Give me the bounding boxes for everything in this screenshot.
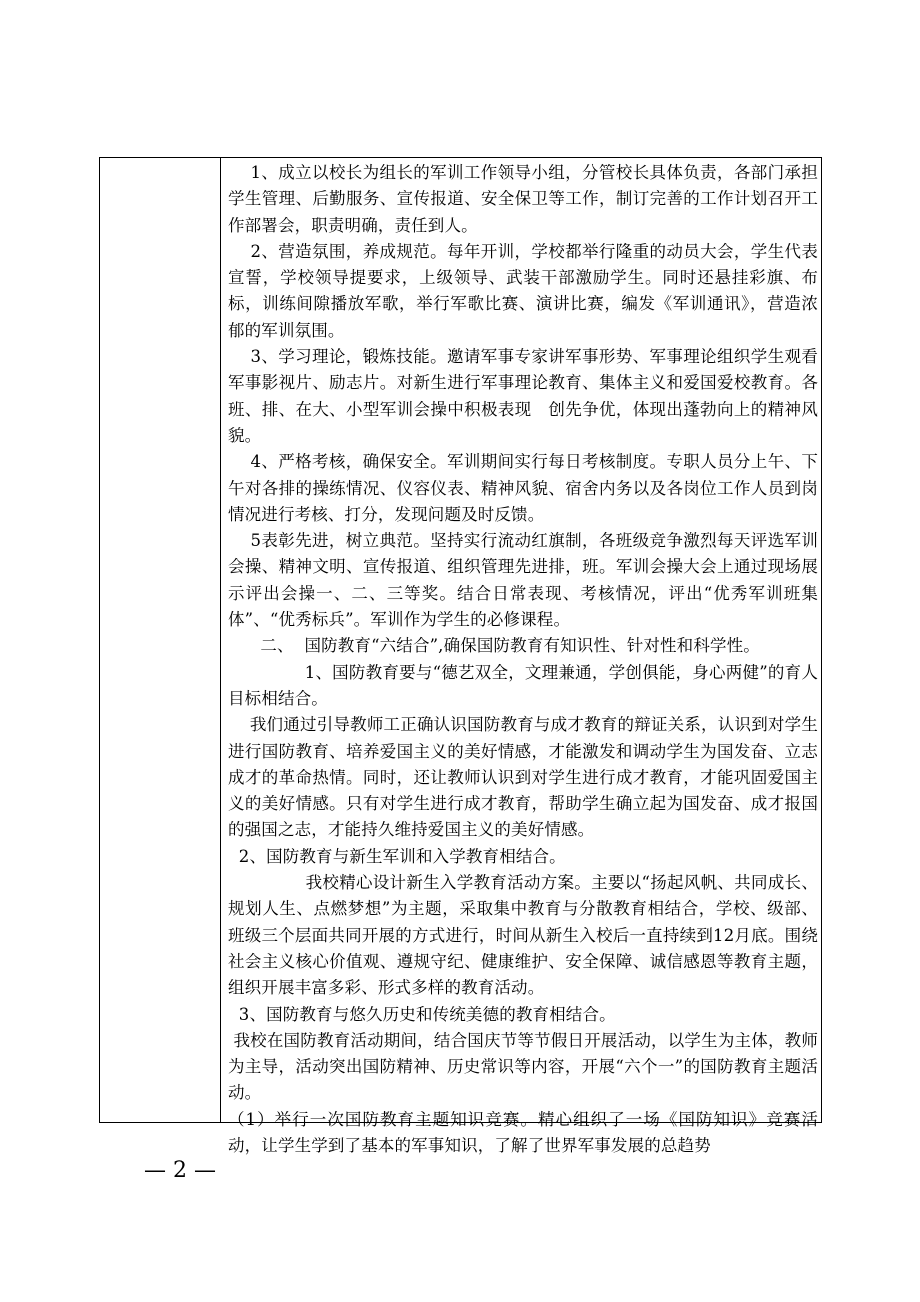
subheading: 2、国防教育与新生军训和入学教育相结合。 <box>228 846 566 866</box>
paragraph: 我校精心设计新生入学教育活动方案。主要以“扬起风帆、共同成长、规划人生、点燃梦想”为主题，采取集中教育与分散教育相结合，学校、级部、班级三个层面共同开展的方式进行，时间从新生入校后一直持续到12月底。围绕社会主义核心价值观、遵规守纪、健康维护、安全保障、诚信感恩等教育主题，组织开展丰富多彩、形式多样的教育活动。 <box>228 873 818 998</box>
section-heading: 二、 国防教育“六结合”,确保国防教育有知识性、针对性和科学性。 <box>228 636 760 656</box>
subheading: 1、国防教育要与“德艺双全，文理兼通，学创俱能，身心两健”的育人目标相结合。 <box>228 662 819 708</box>
paragraph: 2、营造氛围，养成规范。每年开训，学校都举行隆重的动员大会，学生代表宣誓，学校领导提要求，上级领导、武装干部激励学生。同时还悬挂彩旗、布标，训练间隙播放军歌，举行军歌比赛、演讲比赛，编发《军训通讯》，营造浓郁的军训氛围。 <box>228 241 818 340</box>
table-left-cell <box>100 158 221 1122</box>
paragraph: 4、严格考核，确保安全。军训期间实行每日考核制度。专职人员分上午、下午对各排的操练情况、仪容仪表、精神风貌、宿舍内务以及各岗位工作人员到岗情况进行考核、打分，发现问题及时反馈。 <box>228 452 818 524</box>
paragraph: 我们通过引导教师工正确认识国防教育与成才教育的辩证关系，认识到对学生进行国防教育、培养爱国主义的美好情感，才能激发和调动学生为国发奋、立志成才的革命热情。同时，还让教师认识到对学生进行成才教育，才能巩固爱国主义的美好情感。只有对学生进行成才教育，帮助学生确立起为国发奋、成才报国的强国之志，才能持久维持爱国主义的美好情感。 <box>228 715 818 840</box>
table-content-cell <box>228 160 818 1159</box>
paragraph: 5表彰先进，树立典范。坚持实行流动红旗制，各班级竞争激烈每天评选军训会操、精神文明、宣传报道、组织管理先进排，班。军训会操大会上通过现场展示评出会操一、二、三等奖。结合日常表现、考核情况，评出“优秀军训班集体”、“优秀标兵”。军训作为学生的必修课程。 <box>228 531 818 630</box>
paragraph: 3、学习理论，锻炼技能。邀请军事专家讲军事形势、军事理论组织学生观看军事影视片、励志片。对新生进行军事理论教育、集体主义和爱国爱校教育。各班、排、在大、小型军训会操中积极表现 创先争优，体现出蓬勃向上的精神风貌。 <box>228 347 818 445</box>
subheading: 3、国防教育与悠久历史和传统美德的教育相结合。 <box>228 1004 616 1024</box>
paragraph: （1）举行一次国防教育主题知识竞赛。精心组织了一场《国防知识》竞赛活动，让学生学到了基本的军事知识，了解了世界军事发展的总趋势 <box>228 1109 818 1155</box>
paragraph: 我校在国防教育活动期间，结合国庆节等节假日开展活动，以学生为主体，教师为主导，活动突出国防精神、历史常识等内容，开展“六个一”的国防教育主题活动。 <box>228 1030 818 1103</box>
page-number: — 2 — <box>144 1158 216 1183</box>
content-table <box>99 157 822 1155</box>
paragraph: 1、成立以校长为组长的军训工作领导小组，分管校长具体负责，各部门承担学生管理、后勤服务、宣传报道、安全保卫等工作，制订完善的工作计划召开工作部署会，职责明确，责任到人。 <box>228 163 818 235</box>
